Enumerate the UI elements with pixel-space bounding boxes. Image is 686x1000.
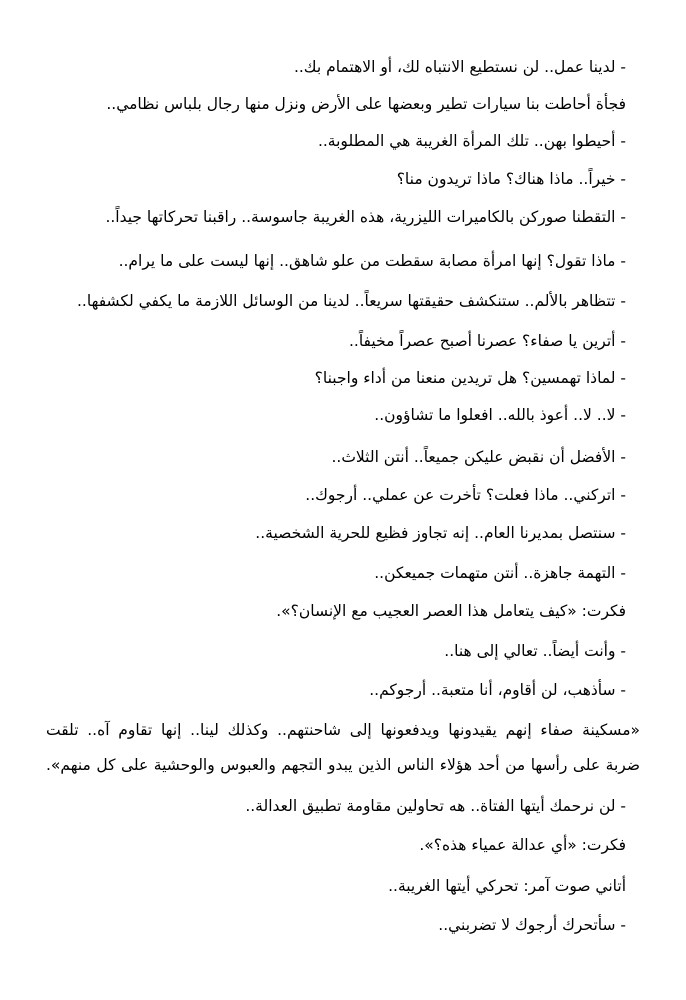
text-line: - أترين يا صفاء؟ عصرنا أصبح عصراً مخيفاً.. (348, 332, 626, 350)
text-line: - التهمة جاهزة.. أنتن متهمات جميعكن.. (374, 564, 626, 582)
text-line: - تتظاهر بالألم.. ستنكشف حقيقتها سريعاً.. لدينا من الوسائل اللازمة ما يكفي لكشفها.. (77, 292, 626, 310)
text-line: أتاني صوت آمر: تحركي أيتها الغريبة.. (388, 877, 626, 895)
text-line: ضربة على رأسها من أحد هؤلاء الناس الذين يبدو التجهم والعبوس والوحشية على كل منهم». (46, 756, 640, 774)
text-line: - خيراً.. ماذا هناك؟ ماذا تريدون منا؟ (396, 170, 626, 188)
text-line: - اتركني.. ماذا فعلت؟ تأخرت عن عملي.. أرجوك.. (305, 486, 626, 504)
text-line: - سأذهب، لن أقاوم، أنا متعبة.. أرجوكم.. (369, 681, 626, 699)
text-line: - التقطنا صوركن بالكاميرات الليزرية، هذه الغريبة جاسوسة.. راقبنا تحركاتها جيداً.. (105, 208, 626, 226)
text-line: فكرت: «كيف يتعامل هذا العصر العجيب مع الإنسان؟». (276, 602, 626, 620)
text-line: - ماذا تقول؟ إنها امرأة مصابة سقطت من علو شاهق.. إنها ليست على ما يرام.. (118, 252, 626, 270)
text-line: - سأتحرك أرجوك لا تضربني.. (438, 916, 626, 934)
text-line: «مسكينة صفاء إنهم يقيدونها ويدفعونها إلى شاحنتهم.. وكذلك لينا.. إنها تقاوم آه.. تلقت (46, 721, 640, 739)
text-line: - لماذا تهمسين؟ هل تريدين منعنا من أداء واجبنا؟ (314, 369, 626, 387)
text-line: - وأنت أيضاً.. تعالي إلى هنا.. (444, 642, 626, 660)
text-line: - لدينا عمل.. لن نستطيع الانتباه لك، أو الاهتمام بك.. (293, 58, 626, 76)
text-line: - لن نرحمك أيتها الفتاة.. هه تحاولين مقاومة تطبيق العدالة.. (245, 797, 626, 815)
text-line: فجأة أحاطت بنا سيارات تطير وبعضها على الأرض ونزل منها رجال بلباس نظامي.. (106, 95, 626, 113)
text-line: - أحيطوا بهن.. تلك المرأة الغريبة هي المطلوبة.. (317, 132, 626, 150)
text-line: فكرت: «أي عدالة عمياء هذه؟». (419, 836, 626, 854)
text-line: - الأفضل أن نقبض عليكن جميعاً.. أنتن الثلاث.. (331, 448, 626, 466)
text-line: - سنتصل بمديرنا العام.. إنه تجاوز فظيع للحرية الشخصية.. (255, 524, 626, 542)
text-line: - لا.. لا.. أعوذ بالله.. افعلوا ما تشاؤون.. (374, 406, 626, 424)
